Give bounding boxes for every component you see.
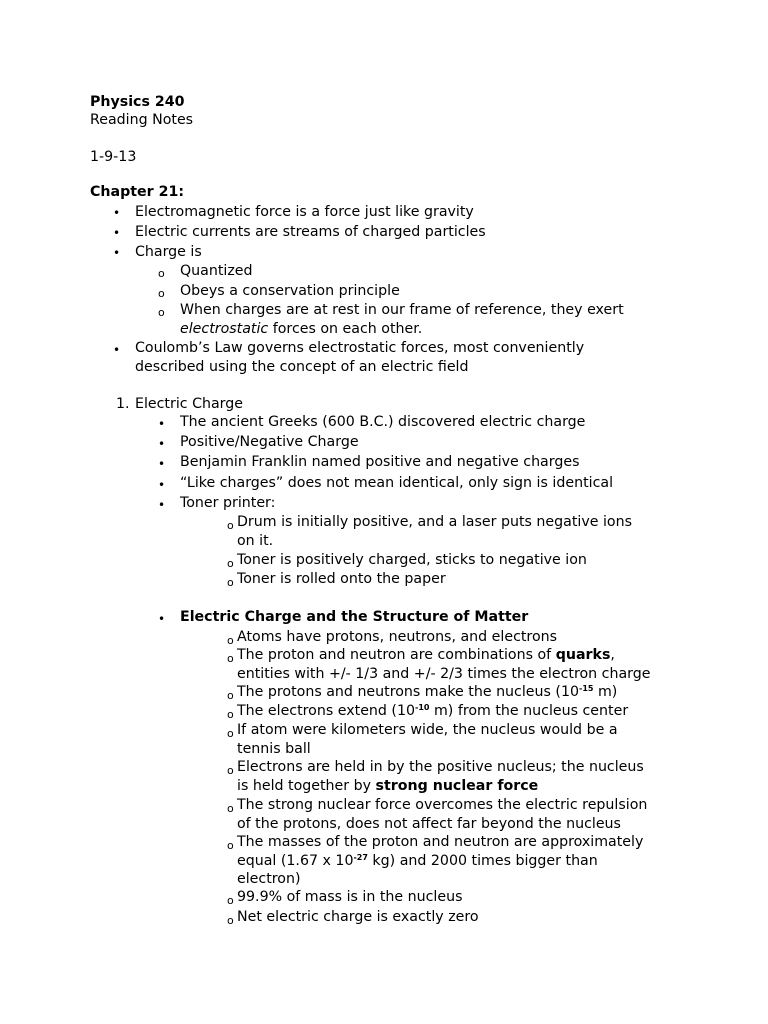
list-subitem: The masses of the proton and neutron are approximately	[237, 834, 644, 850]
circle-bullet-icon: o	[158, 287, 165, 300]
circle-bullet-icon: o	[227, 634, 234, 647]
bullet-icon: •	[158, 478, 166, 492]
circle-bullet-icon: o	[158, 267, 165, 280]
list-subitem: Net electric charge is exactly zero	[237, 909, 479, 925]
bullet-icon: •	[158, 437, 166, 451]
list-item: Electromagnetic force is a force just like gravity	[135, 204, 474, 220]
list-item: Charge is	[135, 244, 202, 260]
bullet-icon: •	[113, 226, 121, 240]
course-title: Physics 240	[90, 94, 185, 110]
list-subitem-continuation	[180, 320, 422, 339]
bullet-icon: •	[158, 498, 166, 512]
list-subitem-continuation: of the protons, does not affect far beyond the nucleus	[237, 816, 621, 832]
exponent: -15	[579, 684, 594, 693]
exponent: -10	[415, 703, 430, 712]
list-item-continuation: described using the concept of an electric field	[135, 359, 469, 375]
bullet-icon: •	[113, 343, 121, 357]
continuation-text: forces on each other.	[268, 321, 423, 337]
list-item: Benjamin Franklin named positive and negative charges	[180, 454, 580, 470]
circle-bullet-icon: o	[227, 802, 234, 815]
document-date: 1-9-13	[90, 149, 137, 165]
list-subitem: Quantized	[180, 263, 253, 279]
exponent: -27	[353, 853, 368, 862]
text-run: m)	[593, 684, 618, 700]
list-subitem: Drum is initially positive, and a laser puts negative ions	[237, 514, 632, 530]
bold-term: quarks	[555, 647, 611, 663]
circle-bullet-icon: o	[227, 557, 234, 570]
circle-bullet-icon: o	[227, 519, 234, 532]
list-item: Positive/Negative Charge	[180, 434, 359, 450]
list-subitem: If atom were kilometers wide, the nucleus would be a	[237, 722, 618, 738]
list-subitem-continuation: electron)	[237, 871, 301, 887]
list-subitem: Toner is rolled onto the paper	[237, 571, 446, 587]
circle-bullet-icon: o	[227, 914, 234, 927]
list-subitem	[237, 683, 617, 702]
bullet-icon: •	[158, 612, 166, 626]
list-subitem: Obeys a conservation principle	[180, 283, 400, 299]
circle-bullet-icon: o	[227, 708, 234, 721]
list-subitem	[237, 702, 628, 721]
list-item: The ancient Greeks (600 B.C.) discovered electric charge	[180, 414, 586, 430]
chapter-heading: Chapter 21:	[90, 184, 184, 200]
section-number: 1.	[116, 396, 130, 412]
list-subitem: Electrons are held in by the positive nucleus; the nucleus	[237, 759, 644, 775]
bullet-icon: •	[158, 457, 166, 471]
list-subitem-continuation	[237, 777, 538, 796]
list-subitem: Toner is positively charged, sticks to negative ion	[237, 552, 587, 568]
text-run: is held together by	[237, 778, 376, 794]
list-item: Coulomb’s Law governs electrostatic forces, most conveniently	[135, 340, 585, 356]
bullet-icon: •	[113, 246, 121, 260]
list-item: “Like charges” does not mean identical, only sign is identical	[180, 475, 614, 491]
text-run: The proton and neutron are combinations of	[237, 647, 556, 663]
text-run: The protons and neutrons make the nucleus (10	[237, 684, 580, 700]
circle-bullet-icon: o	[227, 727, 234, 740]
list-subitem: 99.9% of mass is in the nucleus	[237, 889, 463, 905]
text-run: The electrons extend (10	[237, 703, 416, 719]
list-subitem-continuation	[237, 852, 598, 871]
list-subitem: The strong nuclear force overcomes the electric repulsion	[237, 797, 648, 813]
circle-bullet-icon: o	[158, 306, 165, 319]
text-run: equal (1.67 x 10	[237, 853, 354, 869]
circle-bullet-icon: o	[227, 689, 234, 702]
circle-bullet-icon: o	[227, 764, 234, 777]
bullet-icon: •	[158, 417, 166, 431]
section-title: Electric Charge	[135, 396, 243, 412]
list-subitem	[237, 646, 615, 665]
list-subitem: Atoms have protons, neutrons, and electrons	[237, 629, 558, 645]
list-item: Electric currents are streams of charged particles	[135, 224, 486, 240]
text-run: m) from the nucleus center	[429, 703, 629, 719]
list-subitem-continuation: entities with +/- 1/3 and +/- 2/3 times the electron charge	[237, 666, 651, 682]
italic-term: electrostatic	[180, 321, 269, 337]
circle-bullet-icon: o	[227, 652, 234, 665]
circle-bullet-icon: o	[227, 839, 234, 852]
circle-bullet-icon: o	[227, 576, 234, 589]
list-subitem: When charges are at rest in our frame of reference, they exert	[180, 302, 624, 318]
subsection-heading: Electric Charge and the Structure of Matter	[180, 609, 529, 625]
text-run: ,	[610, 647, 615, 663]
bullet-icon: •	[113, 206, 121, 220]
circle-bullet-icon: o	[227, 894, 234, 907]
list-item: Toner printer:	[180, 495, 276, 511]
document-subtitle: Reading Notes	[90, 112, 194, 128]
list-subitem-continuation: on it.	[237, 533, 274, 549]
bold-term: strong nuclear force	[375, 778, 539, 794]
text-run: kg) and 2000 times bigger than	[367, 853, 598, 869]
list-subitem-continuation: tennis ball	[237, 741, 311, 757]
